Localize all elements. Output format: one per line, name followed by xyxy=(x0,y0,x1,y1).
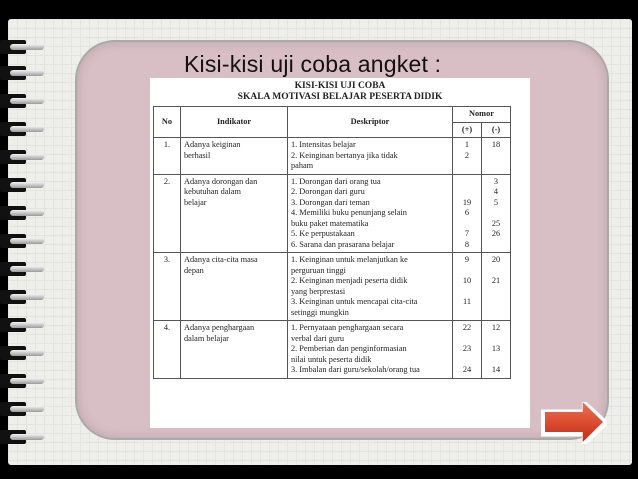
cell-neg xyxy=(482,253,511,321)
cell-deskriptor-line: 1. Dorongan dari orang tua xyxy=(291,176,381,186)
cell-pos-line: 23 xyxy=(462,344,472,353)
binder-ring xyxy=(0,262,44,276)
binder-ring xyxy=(0,402,44,416)
cell-neg-line xyxy=(485,151,507,162)
document-image xyxy=(150,78,530,428)
cell-neg-line xyxy=(485,308,507,319)
cell-neg-line: 3 xyxy=(493,176,499,186)
cell-pos-line: 1 xyxy=(464,140,470,149)
cell-pos-line xyxy=(456,355,478,366)
cell-indikator-line: kebutuhan dalam xyxy=(184,187,241,196)
cell-pos-line xyxy=(456,187,478,198)
binder-ring xyxy=(0,234,44,248)
binder-ring xyxy=(0,66,44,80)
header-indikator: Indikator xyxy=(181,107,288,138)
binder-ring xyxy=(0,346,44,360)
cell-indikator-line: Adanya keiginan xyxy=(184,140,241,149)
cell-indikator-line: Adanya penghargaan xyxy=(184,323,255,332)
cell-neg-line xyxy=(485,240,507,251)
cell-pos-line: 19 xyxy=(462,197,472,207)
binder-ring xyxy=(0,430,44,444)
cell-deskriptor xyxy=(288,253,453,321)
slide-title: Kisi-kisi uji coba angket : xyxy=(184,51,442,77)
cell-deskriptor-line: 2. Dorongan dari guru xyxy=(291,187,365,196)
cell-pos-line xyxy=(456,177,478,188)
cell-indikator xyxy=(181,321,288,379)
header-deskriptor: Deskriptor xyxy=(288,107,453,138)
cell-indikator-line: berhasil xyxy=(184,150,211,160)
cell-pos xyxy=(453,174,482,253)
document-heading-2: SKALA MOTIVASI BELAJAR PESERTA DIDIK xyxy=(237,92,443,102)
cell-indikator xyxy=(181,253,288,321)
cell-deskriptor-line: 6. Sarana dan prasarana belajar xyxy=(291,239,395,249)
cell-deskriptor-line: 3. Dorongan dari teman xyxy=(291,197,370,207)
binder-ring xyxy=(0,374,44,388)
cell-pos-line xyxy=(456,266,478,277)
cell-neg-line: 26 xyxy=(491,229,501,238)
binder-ring xyxy=(0,150,44,164)
cell-neg-line: 18 xyxy=(491,140,501,149)
header-pos: (+) xyxy=(453,122,482,138)
cell-neg-line: 14 xyxy=(491,365,501,374)
cell-deskriptor-line: 2. Pemberian dan penginformasian xyxy=(291,344,407,353)
cell-deskriptor-line: 4. Memiliki buku penunjang selain xyxy=(291,208,407,217)
binder-ring xyxy=(0,178,44,192)
cell-pos-line: 6 xyxy=(464,208,470,217)
cell-deskriptor-line: 1. Intensitas belajar xyxy=(291,140,356,149)
header-neg: (-) xyxy=(482,122,511,138)
table-row xyxy=(154,253,511,321)
binder-ring xyxy=(0,206,44,220)
header-nomor: Nomor xyxy=(453,107,511,123)
cell-pos-line xyxy=(456,161,478,172)
cell-indikator xyxy=(181,138,288,175)
cell-pos-line xyxy=(456,308,478,319)
header-no: No xyxy=(154,107,181,138)
cell-deskriptor-line: 3. Keinginan untuk mencapai cita-cita xyxy=(291,297,418,306)
cell-no: 2. xyxy=(154,174,181,253)
cell-pos-line xyxy=(456,334,478,345)
cell-deskriptor-line: setinggi mungkin xyxy=(291,307,349,317)
table-row xyxy=(154,138,511,175)
cell-indikator-line: depan xyxy=(184,265,204,275)
cell-neg xyxy=(482,174,511,253)
cell-deskriptor-line: perguruan tinggi xyxy=(291,265,346,275)
cell-indikator-line: Adanya cita-cita masa xyxy=(184,255,258,264)
table-row xyxy=(154,174,511,253)
cell-indikator-line: Adanya dorongan dan xyxy=(184,176,258,186)
cell-deskriptor xyxy=(288,174,453,253)
cell-neg-line xyxy=(485,161,507,172)
table-row xyxy=(154,321,511,379)
cell-indikator-line: belajar xyxy=(184,197,207,207)
cell-neg-line xyxy=(485,297,507,308)
cell-no: 3. xyxy=(154,253,181,321)
cell-pos xyxy=(453,138,482,175)
cell-deskriptor-line: paham xyxy=(291,161,314,170)
cell-pos-line: 24 xyxy=(462,365,472,374)
cell-deskriptor-line: 1. Pernyataan penghargaan secara xyxy=(291,323,404,332)
cell-deskriptor-line: nilai untuk peserta didik xyxy=(291,354,372,364)
binder-ring xyxy=(0,94,44,108)
cell-neg-line xyxy=(485,266,507,277)
cell-indikator-line: dalam belajar xyxy=(184,333,229,343)
cell-no: 4. xyxy=(154,321,181,379)
kisi-kisi-table xyxy=(153,106,511,379)
cell-indikator xyxy=(181,174,288,253)
cell-pos-line xyxy=(456,287,478,298)
cell-neg-line: 25 xyxy=(491,218,501,228)
cell-neg-line xyxy=(485,334,507,345)
cell-neg-line xyxy=(485,355,507,366)
cell-pos-line: 9 xyxy=(464,255,470,264)
binder-ring xyxy=(0,40,44,54)
cell-deskriptor-line: 2. Keinginan menjadi peserta didik xyxy=(291,276,408,285)
cell-pos-line: 10 xyxy=(462,276,472,285)
cell-neg-line: 4 xyxy=(493,187,499,196)
cell-pos-line: 22 xyxy=(462,323,472,332)
cell-pos-line: 8 xyxy=(464,239,470,249)
cell-deskriptor-line: yang berprestasi xyxy=(291,286,346,296)
cell-deskriptor-line: 1. Keinginan untuk melanjutkan ke xyxy=(291,255,408,264)
cell-deskriptor xyxy=(288,138,453,175)
binder-ring xyxy=(0,290,44,304)
cell-pos xyxy=(453,321,482,379)
cell-pos xyxy=(453,253,482,321)
document-heading-1: KISI-KISI UJI COBA xyxy=(294,81,386,91)
cell-deskriptor-line: 2. Keinginan bertanya jika tidak xyxy=(291,150,398,160)
cell-pos-line: 7 xyxy=(464,229,470,238)
cell-neg-line xyxy=(485,208,507,219)
cell-neg-line: 20 xyxy=(491,255,501,264)
cell-neg-line: 13 xyxy=(491,344,501,353)
cell-pos-line xyxy=(456,219,478,230)
cell-neg-line: 12 xyxy=(491,323,501,332)
cell-pos-line: 11 xyxy=(463,297,471,306)
cell-neg-line: 5 xyxy=(493,197,499,207)
cell-deskriptor-line: verbal dari guru xyxy=(291,333,344,343)
cell-neg-line xyxy=(485,287,507,298)
cell-deskriptor-line: buku paket matematika xyxy=(291,218,369,228)
cell-no: 1. xyxy=(154,138,181,175)
binder-ring xyxy=(0,318,44,332)
cell-deskriptor-line: 3. Imbalan dari guru/sekolah/orang tua xyxy=(291,365,420,374)
cell-neg-line: 21 xyxy=(491,276,501,285)
cell-neg xyxy=(482,321,511,379)
cell-neg xyxy=(482,138,511,175)
cell-deskriptor-line: 5. Ke perpustakaan xyxy=(291,229,355,238)
cell-deskriptor xyxy=(288,321,453,379)
binder-ring xyxy=(0,122,44,136)
cell-pos-line: 2 xyxy=(464,150,470,160)
